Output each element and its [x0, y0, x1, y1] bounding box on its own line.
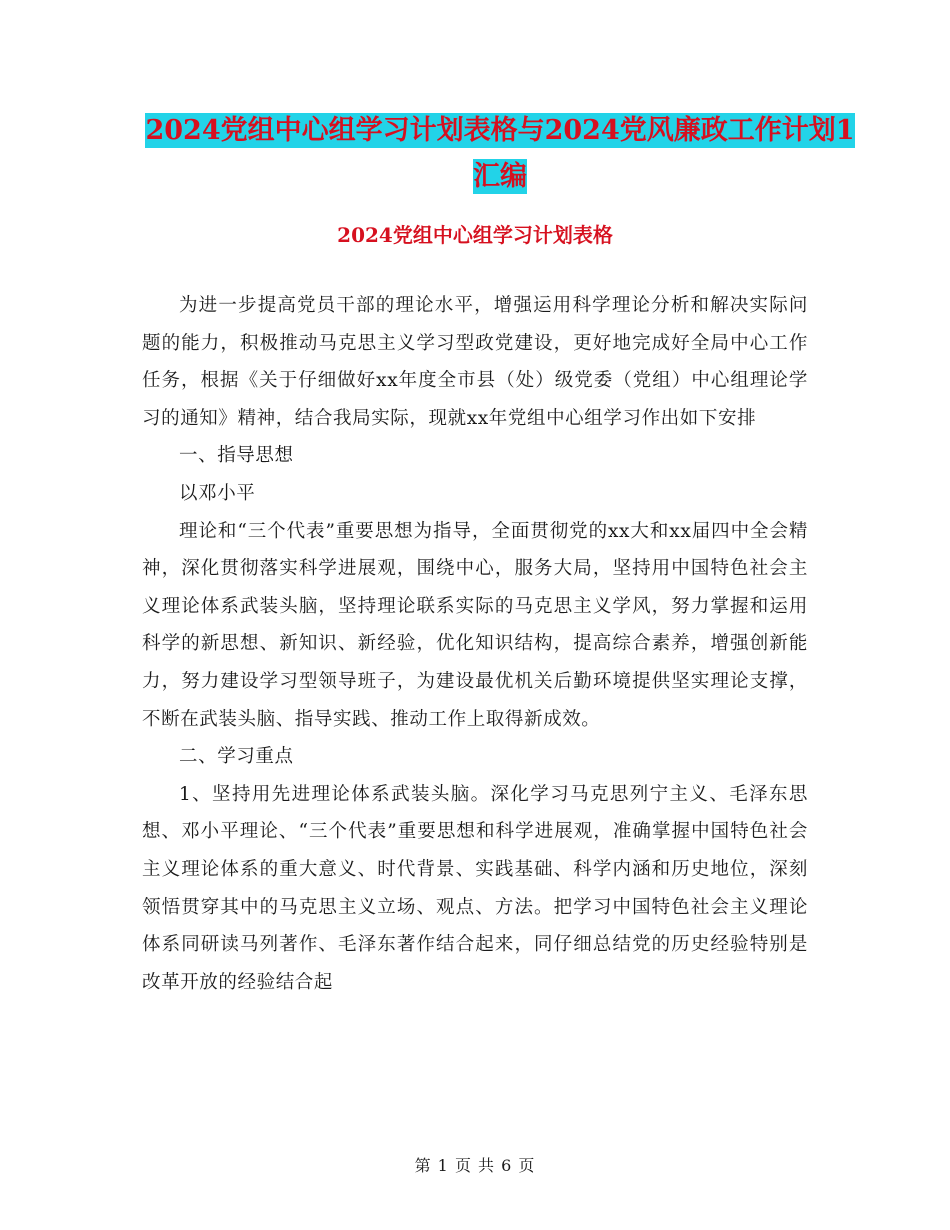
- heading-study-focus: 二、学习重点: [179, 746, 294, 768]
- intro-paragraph: 为进一步提高党员干部的理论水平，增强运用科学理论分析和解决实际问题的能力，积极推动马克思主义学习型政党建设，更好地完成好全局中心工作任务，根据《关于仔细做好xx年度全市县（处）级党委（党组）中心组理论学习的通知》精神，结合我局实际，现就xx年党组中心组学习作出如下安排: [142, 295, 808, 429]
- document-title-text: 2024党组中心组学习计划表格与2024党风廉政工作计划1汇编: [145, 115, 855, 192]
- body-paragraph: 理论和“三个代表”重要思想为指导，全面贯彻党的xx大和xx届四中全会精神，深化贯彻落实科学进展观，围绕中心，服务大局，坚持用中国特色社会主义理论体系武装头脑，坚持理论联系实际的马克思主义学风，努力掌握和运用科学的新思想、新知识、新经验，优化知识结构，提高综合素养，增强创新能力，努力建设学习型领导班子，为建设最优机关后勤环境提供坚实理论支撑，不断在武装头脑、指导实践、推动工作上取得新成效。: [142, 520, 808, 730]
- body-paragraph: 1、坚持用先进理论体系武装头脑。深化学习马克思列宁主义、毛泽东思想、邓小平理论、“三个代表”重要思想和科学进展观，准确掌握中国特色社会主义理论体系的重大意义、时代背景、实践基础、科学内涵和历史地位，深刻领悟贯穿其中的马克思主义立场、观点、方法。把学习中国特色社会主义理论体系同研读马列著作、毛泽东著作结合起来，同仔细总结党的历史经验特别是改革开放的经验结合起: [142, 783, 808, 993]
- page-number-footer: 第 1 页 共 6 页: [414, 1156, 536, 1175]
- section-title: 2024党组中心组学习计划表格: [337, 223, 613, 247]
- document-title: [140, 108, 860, 200]
- document-body: [142, 287, 808, 1001]
- body-paragraph: 以邓小平: [179, 482, 256, 504]
- heading-guiding-ideology: 一、指导思想: [179, 445, 294, 467]
